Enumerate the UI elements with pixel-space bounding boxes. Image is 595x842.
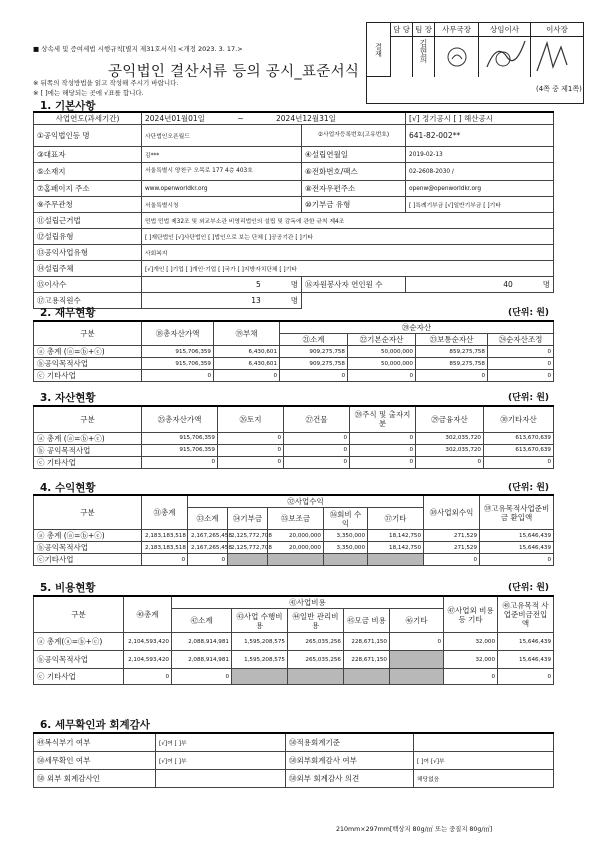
audit-opinion-label: ㊿외부 회계감사 의견 bbox=[286, 769, 414, 787]
board-cell bbox=[142, 277, 302, 293]
cell: 2,104,593,420 bbox=[124, 651, 172, 669]
revenue-header-total: ㉛총계 bbox=[142, 495, 188, 530]
gray-cell bbox=[228, 554, 268, 566]
gray-cell bbox=[324, 554, 368, 566]
basic-row bbox=[34, 163, 554, 181]
expense-header-reserve: ㊽고유목적 사업준비금전입액 bbox=[498, 596, 554, 633]
org-name-label: ①공익법인등 명 bbox=[34, 125, 142, 147]
cell: 2,167,265,458 bbox=[188, 542, 228, 554]
cell: 15,646,439 bbox=[480, 542, 554, 554]
assets-header-item: 구분 bbox=[34, 406, 142, 432]
cell: 0 bbox=[350, 432, 416, 444]
biz-reg-label: ②사업자등록번호(고유번호) bbox=[302, 125, 406, 147]
cell: 0 bbox=[416, 456, 484, 468]
cell: 15,646,439 bbox=[498, 633, 554, 651]
cell: 6,430,601 bbox=[214, 358, 280, 370]
row-label: ⓒ 기타사업 bbox=[34, 370, 142, 382]
approval-sign-chair bbox=[531, 37, 583, 77]
row-label: ⓑ공익목적사업 bbox=[34, 651, 124, 669]
row-label: ⓒ 기타사업 bbox=[34, 456, 142, 468]
basic-row bbox=[34, 181, 554, 197]
revenue-header-sub: ㉟보조금 bbox=[268, 508, 324, 530]
bookkeeping-value: [√]여 [ ]부 bbox=[156, 733, 286, 751]
gray-cell bbox=[268, 554, 324, 566]
cell: 18,142,750 bbox=[368, 542, 424, 554]
expense-header-other: ㊼사업외 비용 등 기타 bbox=[444, 596, 498, 633]
cell: 32,000 bbox=[444, 651, 498, 669]
basic-row bbox=[34, 147, 554, 163]
founder-value: [√]개인 [ ]기업 [ ]개인·기업 [ ]국가 [ ]지방자치단체 [ ]기타 bbox=[142, 261, 554, 277]
cell: 0 bbox=[424, 554, 480, 566]
row-label: ⓐ 총계 (ⓐ=ⓑ+ⓒ) bbox=[34, 432, 142, 444]
section-title-finance: 2. 재무현황 bbox=[40, 307, 96, 319]
cell: 228,671,150 bbox=[344, 633, 390, 651]
cell: 0 bbox=[124, 669, 172, 685]
table-row bbox=[34, 358, 554, 370]
cell: 915,706,359 bbox=[142, 346, 214, 358]
basic-row bbox=[34, 197, 554, 213]
revenue-header-sub: ㉝소계 bbox=[188, 508, 228, 530]
cell: 32,000 bbox=[444, 633, 498, 651]
table-row bbox=[34, 669, 554, 685]
type-value: [ ]재단법인 [√]사단법인 [ ]법인으로 보는 단체 [ ]공공기관 [ ]기타 bbox=[142, 229, 554, 245]
revenue-header-sub: ㊱회비 수익 bbox=[324, 508, 368, 530]
cell: 0 bbox=[188, 554, 228, 566]
board-label: ⑮이사수 bbox=[34, 277, 142, 293]
basic-row bbox=[34, 125, 554, 147]
cell: 0 bbox=[218, 456, 284, 468]
cell: 915,706,359 bbox=[142, 444, 218, 456]
page-indicator: (4쪽 중 제1쪽) bbox=[536, 85, 582, 93]
cell: 1,595,208,575 bbox=[232, 633, 288, 651]
instruction-note: ※ 뒤쪽의 작성방법을 읽고 작성해 주시기 바랍니다. bbox=[33, 79, 179, 87]
address-value: 서울특별시 양천구 오목로 177 4층 403호 bbox=[142, 163, 302, 181]
cell: 271,529 bbox=[424, 542, 480, 554]
biz-type-value: 사회복지 bbox=[142, 245, 554, 261]
cell: 0 bbox=[444, 669, 498, 685]
table-row bbox=[34, 733, 554, 751]
homepage-label: ⑦홈페이지 주소 bbox=[34, 181, 142, 197]
revenue-table bbox=[33, 494, 554, 566]
gray-cell bbox=[288, 669, 344, 685]
cell: 909,275,758 bbox=[280, 346, 348, 358]
signature-secretary-icon bbox=[435, 37, 479, 77]
biz-reg-value: 641-82-002** bbox=[406, 125, 554, 147]
cell: 50,000,000 bbox=[348, 346, 416, 358]
founder-label: ⑭설립주체 bbox=[34, 261, 142, 277]
cell: 0 bbox=[172, 669, 232, 685]
fiscal-year-row bbox=[34, 112, 554, 125]
fiscal-year-range bbox=[142, 112, 406, 125]
est-date-value: 2019-02-13 bbox=[406, 147, 554, 163]
accounting-standard-value bbox=[414, 733, 554, 751]
expense-header-sub: ㊻기타 bbox=[390, 609, 444, 633]
table-row bbox=[34, 751, 554, 769]
basic-row bbox=[34, 261, 554, 277]
finance-table bbox=[33, 320, 554, 382]
row-label: ⓑ공익목적사업 bbox=[34, 358, 142, 370]
approval-stamp-text: 김현희 bbox=[419, 39, 428, 63]
cell: 0 bbox=[484, 456, 554, 468]
cell: 3,350,000 bbox=[324, 542, 368, 554]
cell: 2,125,772,708 bbox=[228, 542, 268, 554]
expense-header-biz: ㊶사업비용 bbox=[172, 596, 444, 609]
phone-label: ⑥전화번호/팩스 bbox=[302, 163, 406, 181]
expense-header-sub: ㊺모금 비용 bbox=[344, 609, 390, 633]
finance-header-item: 구분 bbox=[34, 321, 142, 346]
basic-row bbox=[34, 229, 554, 245]
paper-spec: 210mm×297mm[백상지 80g/㎡ 또는 중질지 80g/㎡] bbox=[336, 826, 493, 833]
unit-label: (단위: 원) bbox=[508, 393, 550, 403]
audit-opinion-value: 해당없음 bbox=[414, 769, 554, 787]
fiscal-year-label: 사업연도(과세기간) bbox=[34, 112, 142, 125]
rep-label: ③대표자 bbox=[34, 147, 142, 163]
gray-cell bbox=[390, 669, 444, 685]
assets-header: ㉚기타자산 bbox=[484, 406, 554, 432]
fiscal-year-from: 2024년01월01일 bbox=[145, 114, 205, 123]
signature-chair-icon bbox=[531, 37, 583, 77]
cell: 1,595,208,575 bbox=[232, 651, 288, 669]
unit-label: (단위: 원) bbox=[508, 583, 550, 593]
cell: 0 bbox=[488, 346, 554, 358]
biz-type-label: ⑬공익사업유형 bbox=[34, 245, 142, 261]
authority-label: ⑨주무관청 bbox=[34, 197, 142, 213]
staff-label: ⑰고용직원수 bbox=[34, 293, 142, 309]
cell: 0 bbox=[142, 554, 188, 566]
table-row bbox=[34, 432, 554, 444]
accounting-standard-label: ㊿적용회계기준 bbox=[286, 733, 414, 751]
finance-header-sub: ㉒기본순자산 bbox=[348, 334, 416, 346]
cell: 20,000,000 bbox=[268, 530, 324, 542]
email-value: openw@openworldkr.org bbox=[406, 181, 554, 197]
approval-stamp-team bbox=[413, 37, 435, 77]
basic-row bbox=[34, 277, 554, 293]
table-row bbox=[34, 346, 554, 358]
unit-label: (단위: 원) bbox=[508, 308, 550, 318]
cell: 302,035,720 bbox=[416, 432, 484, 444]
cell: 0 bbox=[488, 358, 554, 370]
row-label: ⓒ 기타사업 bbox=[34, 669, 124, 685]
cell: 613,670,639 bbox=[484, 432, 554, 444]
bookkeeping-label: ㊾복식부기 여부 bbox=[34, 733, 156, 751]
table-row bbox=[34, 651, 554, 669]
approval-label-staff: 담 당 bbox=[391, 23, 413, 37]
cell: 2,125,772,708 bbox=[228, 530, 268, 542]
cell: 2,104,593,420 bbox=[124, 633, 172, 651]
cell: 50,000,000 bbox=[348, 358, 416, 370]
revenue-header-sub: ㉞기부금 bbox=[228, 508, 268, 530]
expense-header-sub: ㊹일반 관리비용 bbox=[288, 609, 344, 633]
revenue-header-other: ㊳사업외수익 bbox=[424, 495, 480, 530]
approval-label-chair: 이사장 bbox=[531, 23, 583, 37]
cell: 18,142,750 bbox=[368, 530, 424, 542]
revenue-header-reserve: ㊴고유목적사업준비금 환입액 bbox=[480, 495, 554, 530]
gray-cell bbox=[232, 669, 288, 685]
approval-label-secretary: 사무국장 bbox=[435, 23, 479, 37]
cell: 15,646,439 bbox=[498, 651, 554, 669]
cell: 0 bbox=[480, 554, 554, 566]
gray-cell bbox=[344, 669, 390, 685]
auditor-value bbox=[156, 769, 286, 787]
fiscal-year-tilde: ~ bbox=[237, 114, 244, 123]
expense-header-item: 구분 bbox=[34, 596, 124, 633]
tax-check-label: ㊿세무확인 여부 bbox=[34, 751, 156, 769]
cell: 0 bbox=[284, 444, 350, 456]
section-title-assets: 3. 자산현황 bbox=[40, 392, 96, 404]
approval-label-director: 상임이사 bbox=[479, 23, 531, 37]
table-row bbox=[34, 530, 554, 542]
row-label: ⓑ 공익목적사업 bbox=[34, 444, 142, 456]
expense-header-sub: ㊷소계 bbox=[172, 609, 232, 633]
cell: 0 bbox=[218, 444, 284, 456]
assets-header: ㉖토지 bbox=[218, 406, 284, 432]
cell: 2,167,265,458 bbox=[188, 530, 228, 542]
cell: 20,000,000 bbox=[268, 542, 324, 554]
assets-header: ㉙금융자산 bbox=[416, 406, 484, 432]
staff-cell bbox=[142, 293, 302, 309]
table-row bbox=[34, 633, 554, 651]
cell: 859,275,758 bbox=[416, 346, 488, 358]
table-row bbox=[34, 769, 554, 787]
finance-header-sub: ㉓보통순자산 bbox=[416, 334, 488, 346]
cell: 2,183,183,518 bbox=[142, 530, 188, 542]
cell: 915,706,359 bbox=[142, 358, 214, 370]
basic-info-table bbox=[33, 111, 554, 309]
cell: 0 bbox=[350, 444, 416, 456]
gray-cell bbox=[390, 651, 444, 669]
finance-header-net: ⑳순자산 bbox=[280, 321, 554, 334]
external-audit-label: ㊿외부회계감사 여부 bbox=[286, 751, 414, 769]
expense-header-total: ㊵총계 bbox=[124, 596, 172, 633]
approval-sign-secretary bbox=[435, 37, 479, 77]
cell: 909,275,758 bbox=[280, 358, 348, 370]
basic-row bbox=[34, 293, 554, 309]
cell: 0 bbox=[142, 370, 214, 382]
finance-header-total: ⑱총자산가액 bbox=[142, 321, 214, 346]
volunteer-unit: 명 bbox=[542, 280, 551, 289]
row-label: ⓒ기타사업 bbox=[34, 554, 142, 566]
volunteer-label: ⑯자원봉사자 연인원 수 bbox=[302, 277, 406, 293]
signature-director-icon bbox=[479, 37, 531, 77]
donation-type-label: ⑩기부금 유형 bbox=[302, 197, 406, 213]
donation-type-value: [ ]특례기부금 [√]일반기부금 [ ]기타 bbox=[406, 197, 554, 213]
staff-value: 13 bbox=[251, 296, 261, 305]
checkbox-note: ※ [ ]에는 해당되는 곳에 √표를 합니다. bbox=[33, 89, 144, 97]
org-name-value: 사단법인오픈월드 bbox=[142, 125, 302, 147]
row-label: ⓑ공익목적사업 bbox=[34, 542, 142, 554]
cell: 302,035,720 bbox=[416, 444, 484, 456]
row-label: ⓐ 총계 (ⓐ=ⓑ+ⓒ) bbox=[34, 346, 142, 358]
table-row bbox=[34, 370, 554, 382]
page-title: 공익법인 결산서류 등의 공시_표준서식 bbox=[108, 64, 360, 80]
board-unit: 명 bbox=[290, 280, 298, 289]
assets-header: ㉕총자산가액 bbox=[142, 406, 218, 432]
assets-table bbox=[33, 405, 554, 469]
volunteer-cell bbox=[406, 277, 554, 293]
external-audit-value: [ ]여 [√]부 bbox=[414, 751, 554, 769]
cell: 2,183,183,518 bbox=[142, 542, 188, 554]
est-date-label: ④설립연월일 bbox=[302, 147, 406, 163]
table-row bbox=[34, 542, 554, 554]
cell: 0 bbox=[284, 432, 350, 444]
row-label: ⓐ 총계 (ⓐ=ⓑ+ⓒ) bbox=[34, 530, 142, 542]
approval-sign-director bbox=[479, 37, 531, 77]
cell: 3,350,000 bbox=[324, 530, 368, 542]
assets-header: ㉘주식 및 출자지분 bbox=[350, 406, 416, 432]
cell: 2,088,914,981 bbox=[172, 651, 232, 669]
basic-row bbox=[34, 213, 554, 229]
tax-check-value: [√]여 [ ]부 bbox=[156, 751, 286, 769]
cell: 0 bbox=[284, 456, 350, 468]
cell: 0 bbox=[390, 633, 444, 651]
volunteer-value: 40 bbox=[503, 280, 513, 289]
cell: 0 bbox=[348, 370, 416, 382]
cell: 0 bbox=[280, 370, 348, 382]
approval-side-label: 결재 bbox=[367, 23, 391, 77]
board-value: 5 bbox=[255, 280, 261, 289]
finance-header-debt: ⑲부채 bbox=[214, 321, 280, 346]
cell: 0 bbox=[488, 370, 554, 382]
fiscal-year-to: 2024년12월31일 bbox=[276, 114, 336, 123]
authority-value: 서울특별시청 bbox=[142, 197, 302, 213]
cell: 0 bbox=[214, 370, 280, 382]
cell: 228,671,150 bbox=[344, 651, 390, 669]
table-row bbox=[34, 554, 554, 566]
auditor-label: ㊿ 외부 회계감사인 bbox=[34, 769, 156, 787]
cell: 6,430,601 bbox=[214, 346, 280, 358]
cell: 0 bbox=[142, 456, 218, 468]
gray-cell bbox=[368, 554, 424, 566]
section-title-expense: 5. 비용현황 bbox=[40, 582, 96, 594]
section-title-revenue: 4. 수익현황 bbox=[40, 482, 96, 494]
approval-label-team: 팀 장 bbox=[413, 23, 435, 37]
expense-header-sub: ㊸사업 수행비용 bbox=[232, 609, 288, 633]
email-label: ⑧전자우편주소 bbox=[302, 181, 406, 197]
disclosure-type: [√] 정기공시 [ ] 해산공시 bbox=[406, 112, 554, 125]
assets-header: ㉗건물 bbox=[284, 406, 350, 432]
type-label: ⑫설립유형 bbox=[34, 229, 142, 245]
revenue-header-biz: ㉜사업수익 bbox=[188, 495, 424, 508]
cell: 2,088,914,981 bbox=[172, 633, 232, 651]
row-label: ⓐ 총계(ⓐ=ⓑ+ⓒ) bbox=[34, 633, 124, 651]
cell: 271,529 bbox=[424, 530, 480, 542]
cell: 0 bbox=[498, 669, 554, 685]
homepage-value: www.openworldkr.org bbox=[142, 181, 302, 197]
cell: 0 bbox=[350, 456, 416, 468]
section-title-tax: 6. 세무확인과 회계감사 bbox=[40, 719, 150, 731]
address-label: ⑤소재지 bbox=[34, 163, 142, 181]
finance-header-sub: ㉑소계 bbox=[280, 334, 348, 346]
cell: 15,646,439 bbox=[480, 530, 554, 542]
cell: 613,670,639 bbox=[484, 444, 554, 456]
cell: 859,275,758 bbox=[416, 358, 488, 370]
finance-header-sub: ㉔순자산조정 bbox=[488, 334, 554, 346]
basic-row bbox=[34, 245, 554, 261]
section-title-basic: 1. 기본사항 bbox=[40, 100, 96, 112]
staff-unit: 명 bbox=[290, 296, 298, 305]
table-row bbox=[34, 444, 554, 456]
table-row bbox=[34, 456, 554, 468]
cell: 915,706,359 bbox=[142, 432, 218, 444]
tax-table bbox=[33, 732, 554, 788]
revenue-header-item: 구분 bbox=[34, 495, 142, 530]
unit-label: (단위: 원) bbox=[508, 483, 550, 493]
revenue-header-sub: ㊲기타 bbox=[368, 508, 424, 530]
cell: 265,035,256 bbox=[288, 651, 344, 669]
law-label: ⑪설립근거법 bbox=[34, 213, 142, 229]
cell: 0 bbox=[416, 370, 488, 382]
law-value: 민법 민법 제32조 및 외교부소관 비영리법인의 설립 및 감독에 관한 규칙 제4조 bbox=[142, 213, 554, 229]
form-reference: ■ 상속세 및 증여세법 시행규칙[별지 제31호서식] <개정 2023. 3. 17.> bbox=[33, 45, 243, 53]
phone-value: 02-2608-2030 / bbox=[406, 163, 554, 181]
cell: 0 bbox=[218, 432, 284, 444]
expense-table bbox=[33, 595, 554, 685]
cell: 265,035,256 bbox=[288, 633, 344, 651]
rep-value: 김*** bbox=[142, 147, 302, 163]
